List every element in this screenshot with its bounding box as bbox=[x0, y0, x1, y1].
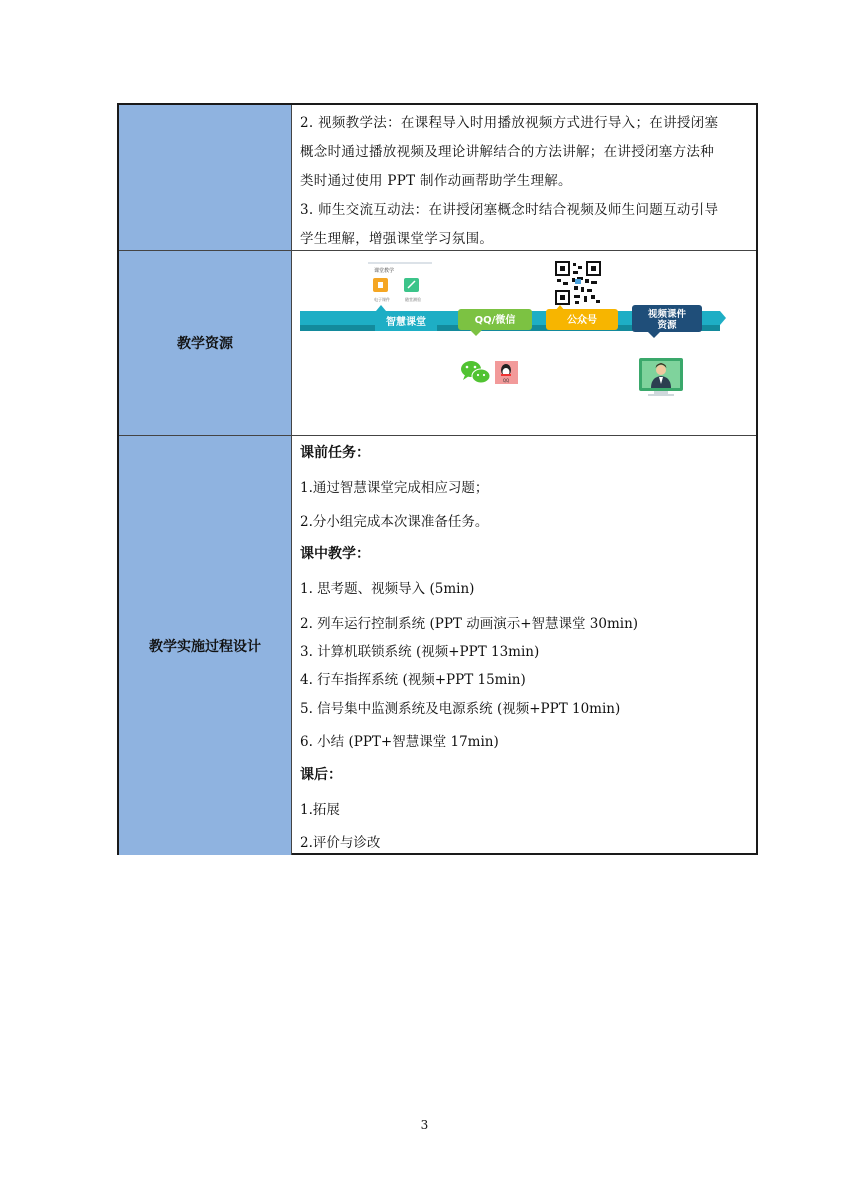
methods-line: 概念时通过播放视频及理论讲解结合的方法讲解；在讲授闭塞方法种 bbox=[300, 144, 714, 160]
video-teacher-icon bbox=[639, 358, 683, 396]
in-class-item: 4. 行车指挥系统 (视频+PPT 15min) bbox=[300, 672, 526, 688]
resources-content-cell bbox=[292, 251, 756, 435]
after-class-item: 2.评价与诊改 bbox=[300, 835, 381, 851]
qq-icon bbox=[495, 361, 518, 384]
methods-content-cell bbox=[292, 105, 756, 250]
process-row bbox=[119, 435, 756, 855]
pre-class-item: 2.分小组完成本次课准备任务。 bbox=[300, 514, 489, 530]
after-class-item: 1.拓展 bbox=[300, 802, 340, 818]
svg-text:QQ: QQ bbox=[502, 378, 510, 383]
qr-code-icon bbox=[555, 261, 601, 305]
resources-label: 教学资源 bbox=[119, 251, 292, 435]
tag-qq-wechat bbox=[458, 309, 532, 336]
in-class-item: 2. 列车运行控制系统 (PPT 动画演示+智慧课堂 30min) bbox=[300, 616, 639, 632]
tag-video-courseware bbox=[632, 305, 702, 338]
in-class-item: 5. 信号集中监测系统及电源系统 (视频+PPT 10min) bbox=[300, 701, 621, 717]
in-class-item: 6. 小结 (PPT+智慧课堂 17min) bbox=[300, 734, 499, 750]
tag-smart-classroom bbox=[375, 305, 437, 331]
process-label: 教学实施过程设计 bbox=[119, 436, 292, 855]
svg-text:视频课件: 视频课件 bbox=[647, 309, 687, 320]
lesson-plan-table bbox=[117, 103, 758, 855]
process-content-cell bbox=[292, 436, 756, 855]
svg-text:公众号: 公众号 bbox=[567, 315, 597, 326]
app-title: 课堂教学 bbox=[374, 268, 395, 274]
tag-public-account bbox=[546, 305, 618, 330]
methods-label-cell bbox=[119, 105, 292, 250]
methods-row bbox=[119, 105, 756, 250]
after-class-heading: 课后： bbox=[300, 767, 342, 783]
resources-diagram bbox=[292, 251, 758, 436]
page-number: 3 bbox=[420, 1118, 429, 1132]
app-item-2: 随堂测验 bbox=[405, 297, 421, 302]
svg-text:智慧课堂: 智慧课堂 bbox=[386, 317, 426, 328]
methods-line: 3. 师生交流互动法：在讲授闭塞概念时结合视频及师生问题互动引导 bbox=[300, 202, 719, 218]
resources-row bbox=[119, 250, 756, 435]
svg-text:资源: 资源 bbox=[657, 320, 677, 331]
in-class-item: 1. 思考题、视频导入 (5min) bbox=[300, 581, 475, 597]
pre-class-heading: 课前任务： bbox=[300, 445, 370, 461]
pre-class-item: 1.通过智慧课堂完成相应习题； bbox=[300, 480, 489, 496]
in-class-item: 3. 计算机联锁系统 (视频+PPT 13min) bbox=[300, 644, 540, 660]
methods-line: 2. 视频教学法：在课程导入时用播放视频方式进行导入；在讲授闭塞 bbox=[300, 115, 719, 131]
smart-classroom-app-card bbox=[368, 263, 432, 302]
methods-line: 学生理解，增强课堂学习氛围。 bbox=[300, 231, 494, 247]
in-class-heading: 课中教学： bbox=[300, 546, 370, 562]
methods-line: 类时通过使用 PPT 制作动画帮助学生理解。 bbox=[300, 173, 572, 189]
app-item-1: 电子课件 bbox=[374, 297, 390, 302]
wechat-icon bbox=[461, 361, 490, 383]
svg-text:QQ/微信: QQ/微信 bbox=[474, 315, 516, 326]
